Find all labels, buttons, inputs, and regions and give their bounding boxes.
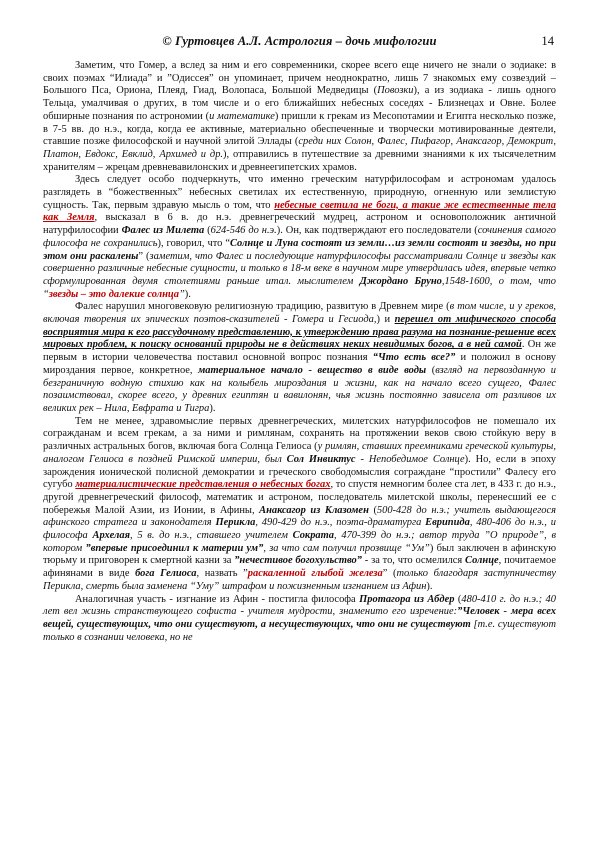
paragraph-fales-celestial-bodies bbox=[43, 174, 556, 301]
text-run: перешел от мифического способа восприятия мира к его рассудочному представлению, к утверждению права разума на познание-решение всех мировых проблем, к поиску оснований природы не в действиях неких невидимых богов, а в ней самой bbox=[43, 314, 556, 351]
text-run: ). bbox=[426, 580, 433, 592]
text-run: Перикла bbox=[215, 517, 256, 529]
text-run: ) пришли к грекам из Месопотамии и Египта несколько позже, в 7-5 вв. до н.э., когда, когда ее активные, материально обеспеченные и творчески мотивированные деятели, ставшие позже философской и научной элитой Эллады ( bbox=[43, 110, 556, 148]
text-run: “Что есть все?” bbox=[372, 352, 456, 364]
text-run: 480-410 г. до н.э.; 40 лет вел жизнь странствующего софиста - учителя мудрости, знаменито его изречение: bbox=[43, 593, 556, 618]
text-run: Анаксагор из Клазомен bbox=[259, 504, 369, 516]
text-run: раскаленной глыбой железа bbox=[247, 568, 383, 580]
text-run: звезды – это далекие солнца bbox=[48, 288, 179, 300]
page-title: © Гуртовцев А.Л. Астрология – дочь мифологии bbox=[162, 34, 437, 48]
text-run: среди них Солон, Фалес, Пифагор, Анаксагор, Демокрит, Платон, Евдокс, Евклид, Архимед и др. bbox=[43, 136, 556, 160]
text-run: ). bbox=[184, 288, 191, 300]
text-run: ) и bbox=[376, 314, 395, 326]
text-run: , почитаемое афинянами в виде bbox=[43, 555, 556, 580]
text-run: ( bbox=[454, 593, 462, 605]
text-run: - Непобедимое Солнце bbox=[355, 453, 465, 465]
text-run: ( bbox=[204, 225, 211, 237]
page-header bbox=[43, 34, 556, 58]
text-run: Протагора из Абдер bbox=[359, 593, 455, 605]
text-run: , то спустя немногим более ста лет, в 433 г. до н.э., другой древнегреческий философ, математик и астроном, последователь милетской школы, перенесший ее с побережья Малой Азии, из Ионии, в Афины, bbox=[43, 479, 556, 516]
text-run: ( bbox=[368, 504, 377, 516]
paragraph-protagoras bbox=[43, 594, 556, 645]
text-run: у римлян, ставших преемниками греческой культуры, аналогом Гелиоса в поздней Римской империи, был bbox=[43, 441, 556, 465]
text-run: Здесь следует особо подчеркнуть, что именно греческим натурфилософам и астрономам удалось разглядеть в “божественных” небесных светилах их естественную, природную, огненную или землистую сущность. Так, первым здравую мысль о том, что bbox=[43, 174, 556, 211]
text-run: небесные светила не боги, а такие же естественные тела как Земля bbox=[43, 199, 556, 224]
text-run: ”впервые присоединил к материи ум” bbox=[85, 542, 264, 554]
text-run: заметим, что Фалес и последующие натурфилософы рассматривали Солнце и звезды как совершенно различные небесные сущности, и только в 18-м веке в научном мире утвердилась идея, впервые четко сформулированная двумя столетиями раньше итал. мыслителем bbox=[43, 250, 556, 287]
text-run: ). bbox=[209, 402, 216, 414]
text-run: ( bbox=[426, 364, 436, 376]
text-run: Сол Инвиктус bbox=[286, 453, 356, 465]
text-run: Солнце и Луна состоят из земли…из земли состоят и звезды, но при этом они раскалены bbox=[43, 237, 556, 262]
text-run: , назвать ” bbox=[196, 568, 248, 580]
text-run: Заметим, что Гомер, а вслед за ним и его современники, скорее всего еще ничего не знали о зодиаке: в своих поэмах “Илиада” и ”Одиссея” он упоминает, причем неоднократно, лишь 7 знакомых ему созвездий – Большого Пса, Ориона, Плеяд, Гиад, Волопаса, Большой Медведицы ( bbox=[43, 60, 556, 97]
text-run: и положил в основу мироздания первое, конкретное, bbox=[43, 352, 556, 376]
text-run: материалистические представления о небесных богах bbox=[75, 479, 331, 491]
text-run: ”нечестивое богохульство” bbox=[234, 555, 362, 567]
text-run: сочинения самого философа не сохранились bbox=[43, 225, 557, 249]
text-run: взгляд на первозданную и безграничную водную стихию как на колыбель мироздания и жизни, как на начало всего сущего, Фалес позаимствовал, скорее всего, у древних египтян и вавилонян, чья жизнь постоянно зависела от разливов их великих рек – Нила, Евфрата и Тигра bbox=[43, 364, 556, 414]
text-run: Фалес из Милета bbox=[121, 225, 205, 237]
text-run: Аналогичная участь - изгнание из Афин - постигла философа bbox=[75, 593, 360, 605]
text-run: - за то, что осмелился bbox=[361, 555, 466, 567]
text-run: , высказал в 6 в. до н.э. древнегреческий мудрец, астроном и основоположник античной натурфилософии bbox=[43, 212, 556, 237]
page-number: 14 bbox=[541, 34, 554, 48]
text-run: материальное начало - вещество в виде воды bbox=[198, 364, 427, 376]
text-run: [т.е. существуют только в сознании человека, но не bbox=[43, 618, 556, 643]
text-run: ). Но, если в эпоху зарождения ионической полисной демократии и греческого свободомыслия сограждане “простили” Фалесу его сугубо bbox=[43, 453, 556, 491]
text-run: и математике bbox=[209, 110, 275, 122]
text-run: , 490-429 до н.э., поэта-драматурга bbox=[255, 517, 426, 529]
text-run: 500-428 до н.э.; учитель выдающегося афинского стратега и законодателя bbox=[43, 504, 556, 529]
text-run: Повозки bbox=[377, 85, 414, 97]
text-run: , 5 в. до н.э., ставшего учителем bbox=[130, 530, 293, 542]
text-run: 624-546 до н.э. bbox=[210, 225, 277, 237]
text-run: Архелая bbox=[92, 530, 130, 542]
text-run: ), говорил, что “ bbox=[157, 237, 230, 249]
text-run: ” ( bbox=[382, 568, 397, 580]
text-run: Сократа bbox=[292, 530, 334, 542]
text-run: Солнце bbox=[465, 555, 499, 567]
text-run: , за что сам получил прозвище “Ум” bbox=[263, 542, 430, 554]
text-run: только благодаря заступничеству Перикла, смерть была заменена “Уму” штрафом и пожизненным изгнанием из Афин bbox=[43, 568, 556, 592]
text-run: Тем не менее, здравомыслие первых древнегреческих, милетских натурфилософов не помешало их согражданам и всем грекам, а за ними и римлянам, сохранять на протяжении веков свою стойкую веру в различных астральных богов, включая бога Солнца Гелиоса ( bbox=[43, 415, 556, 453]
text-run: , 470-399 до н.э.; автор труда ”О природе”, в котором bbox=[43, 530, 556, 554]
text-run: в том числе, и у греков, включая творения их эпических поэтов-сказителей - Гомера и Гесиода, bbox=[43, 301, 556, 326]
text-run: ” ( bbox=[138, 250, 150, 262]
text-run: Джордано Бруно bbox=[359, 275, 442, 287]
paragraph-fales-tradition bbox=[43, 301, 556, 415]
text-run: бога Гелиоса bbox=[135, 568, 197, 580]
text-run: ” bbox=[178, 288, 185, 300]
text-run: . Он же первым в истории человечества поставил основной вопрос познания bbox=[43, 339, 556, 364]
text-run: ), отправились в путешествие за древними знаниями к их тысячелетним хранителям – жрецам древневавилонских и древнеегипетских храмов. bbox=[43, 148, 556, 173]
text-run: ) был заключен в афинскую тюрьму и приговорен к смертной казни за bbox=[43, 542, 556, 567]
text-run: Фалес нарушил многовековую религиозную традицию, развитую в Древнем мире ( bbox=[75, 301, 450, 313]
paragraph-anaxagoras bbox=[43, 416, 556, 594]
text-run: ”Человек - мера всех вещей, существующих, что они существуют, а несуществующих, что они не существуют bbox=[43, 606, 556, 630]
text-run: ,1548-1600, о том, что “ bbox=[43, 275, 556, 300]
text-run: ). Он, как подтверждают его последователи ( bbox=[276, 225, 478, 237]
text-run: ), а из зодиака - лишь одного Тельца, умалчивая о других, в том числе и о его ближайших небесных соседях - Близнецах и Овне. Более обширные познания по астрономии ( bbox=[43, 85, 556, 122]
text-run: Еврипида bbox=[425, 517, 470, 529]
paragraph-gomer-zodiac bbox=[43, 60, 556, 174]
text-run: , 480-406 до н.э., и философа bbox=[43, 517, 556, 542]
document-body bbox=[43, 60, 556, 644]
